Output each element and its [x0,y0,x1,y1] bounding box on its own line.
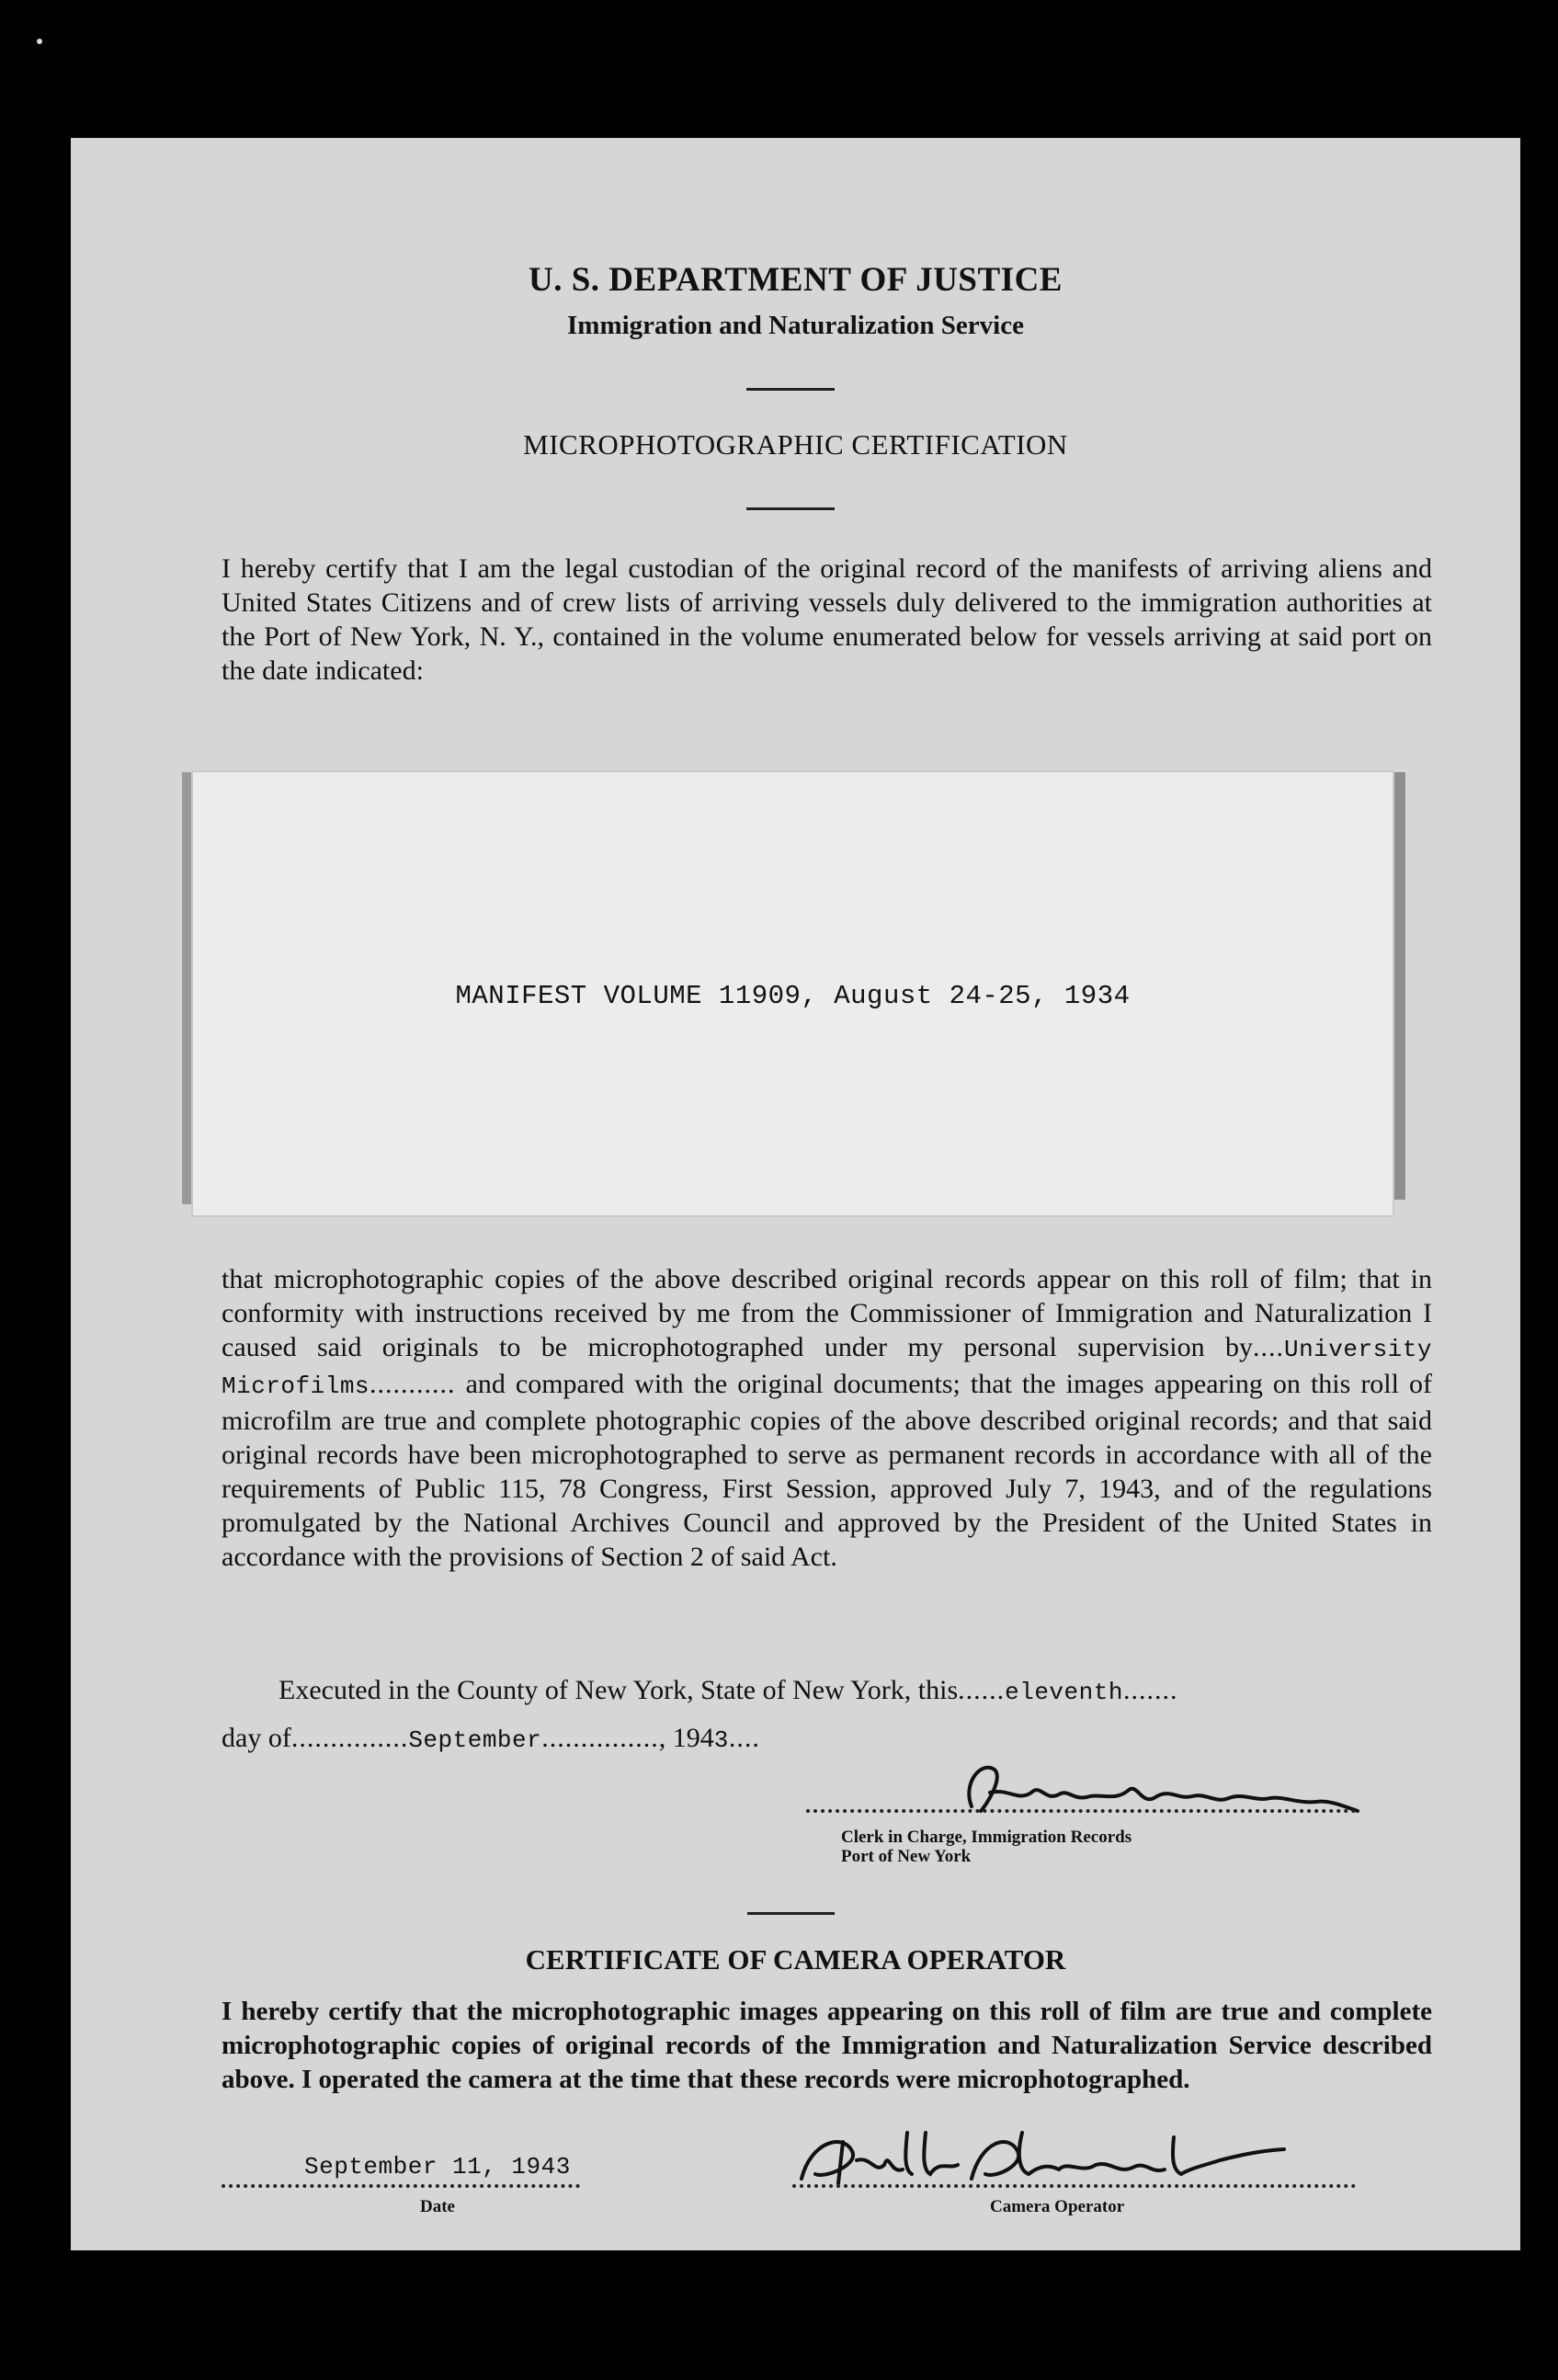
scan-speck [37,39,42,44]
execution-prefix: Executed in the County of New York, State of New York, this [279,1675,959,1705]
clerk-caption-port: Port of New York [841,1847,972,1866]
execution-year-prefix: , 194 [658,1723,714,1753]
department-heading: U. S. DEPARTMENT OF JUSTICE [529,261,1063,299]
clerk-caption-title: Clerk in Charge, Immigration Records [841,1828,1132,1847]
film-paragraph-start: that microphotographic copies of the above described original records appear on this roll of film; that in conformity with instructions received by me from the Commissioner of Immigration and Naturalization I caused said originals to be microphotographed under my personal supervision by [222,1264,1432,1362]
execution-month: September [408,1726,542,1754]
fill-dots: ...... [958,1675,1006,1705]
title-divider [746,507,835,510]
volume-label: MANIFEST VOLUME 11909, August 24-25, 1934 [455,981,1131,1011]
service-heading: Immigration and Naturalization Service [567,311,1024,340]
certificate-page [71,138,1520,2250]
fill-dots: ............... [290,1723,409,1753]
execution-day: eleventh [1005,1679,1123,1706]
camera-operator-signature [788,2124,1302,2192]
fill-dots: ....... [1122,1675,1178,1705]
volume-card [193,772,1393,1215]
film-paragraph [222,1262,1432,1574]
fill-dots: .... [728,1723,760,1753]
section-divider [747,1912,835,1915]
date-caption: Date [420,2197,455,2216]
fill-dots: ............... [541,1723,659,1753]
execution-year-digit: 3 [713,1726,729,1754]
day-of-line [222,1723,760,1754]
custodian-paragraph: I hereby certify that I am the legal custodian of the original record of the manifests of arriving aliens and United States Citizens and of crew lists of arriving vessels duly delivered to the immigration authorities at the Port of New York, N. Y., contained in the volume enumerated below for vessels arriving at said port on the date indicated: [222,553,1432,686]
film-paragraph-end: and compared with the original documents; that the images appearing on this roll of microfilm are true and complete photographic copies of the above described original records; and that said original records have been microphotographed to serve as permanent records in accordance with all of the requirements of Public 115, 78 Congress, First Session, approved July 7, 1943, and of the regulations promulgated by the National Archives Council and approved by the President of the United States in accordance with the provisions of Section 2 of said Act. [222,1369,1432,1572]
certificate-date: September 11, 1943 [304,2153,571,2181]
camera-certificate-title: CERTIFICATE OF CAMERA OPERATOR [525,1943,1066,1976]
operator-signature-line [792,2184,1356,2188]
clerk-caption [841,1828,1132,1866]
clerk-signature-line [806,1809,1356,1813]
operator-caption: Camera Operator [990,2197,1125,2216]
microfilmer-name: University Microfilms [222,1336,1432,1400]
execution-line [279,1675,1177,1706]
fill-dots: ........... [370,1369,456,1399]
certification-title: MICROPHOTOGRAPHIC CERTIFICATION [523,428,1068,461]
fill-dots: .... [1252,1332,1284,1362]
heading-divider [746,388,835,391]
date-line [222,2184,580,2188]
camera-certificate-text: I hereby certify that the microphotographic images appearing on this roll of film are true and complete microphotographic copies of original records of the Immigration and Naturalization Service described above. I operated the camera at the time that these records were microphotographed. [222,1997,1432,2094]
day-of-label: day of [222,1723,291,1753]
